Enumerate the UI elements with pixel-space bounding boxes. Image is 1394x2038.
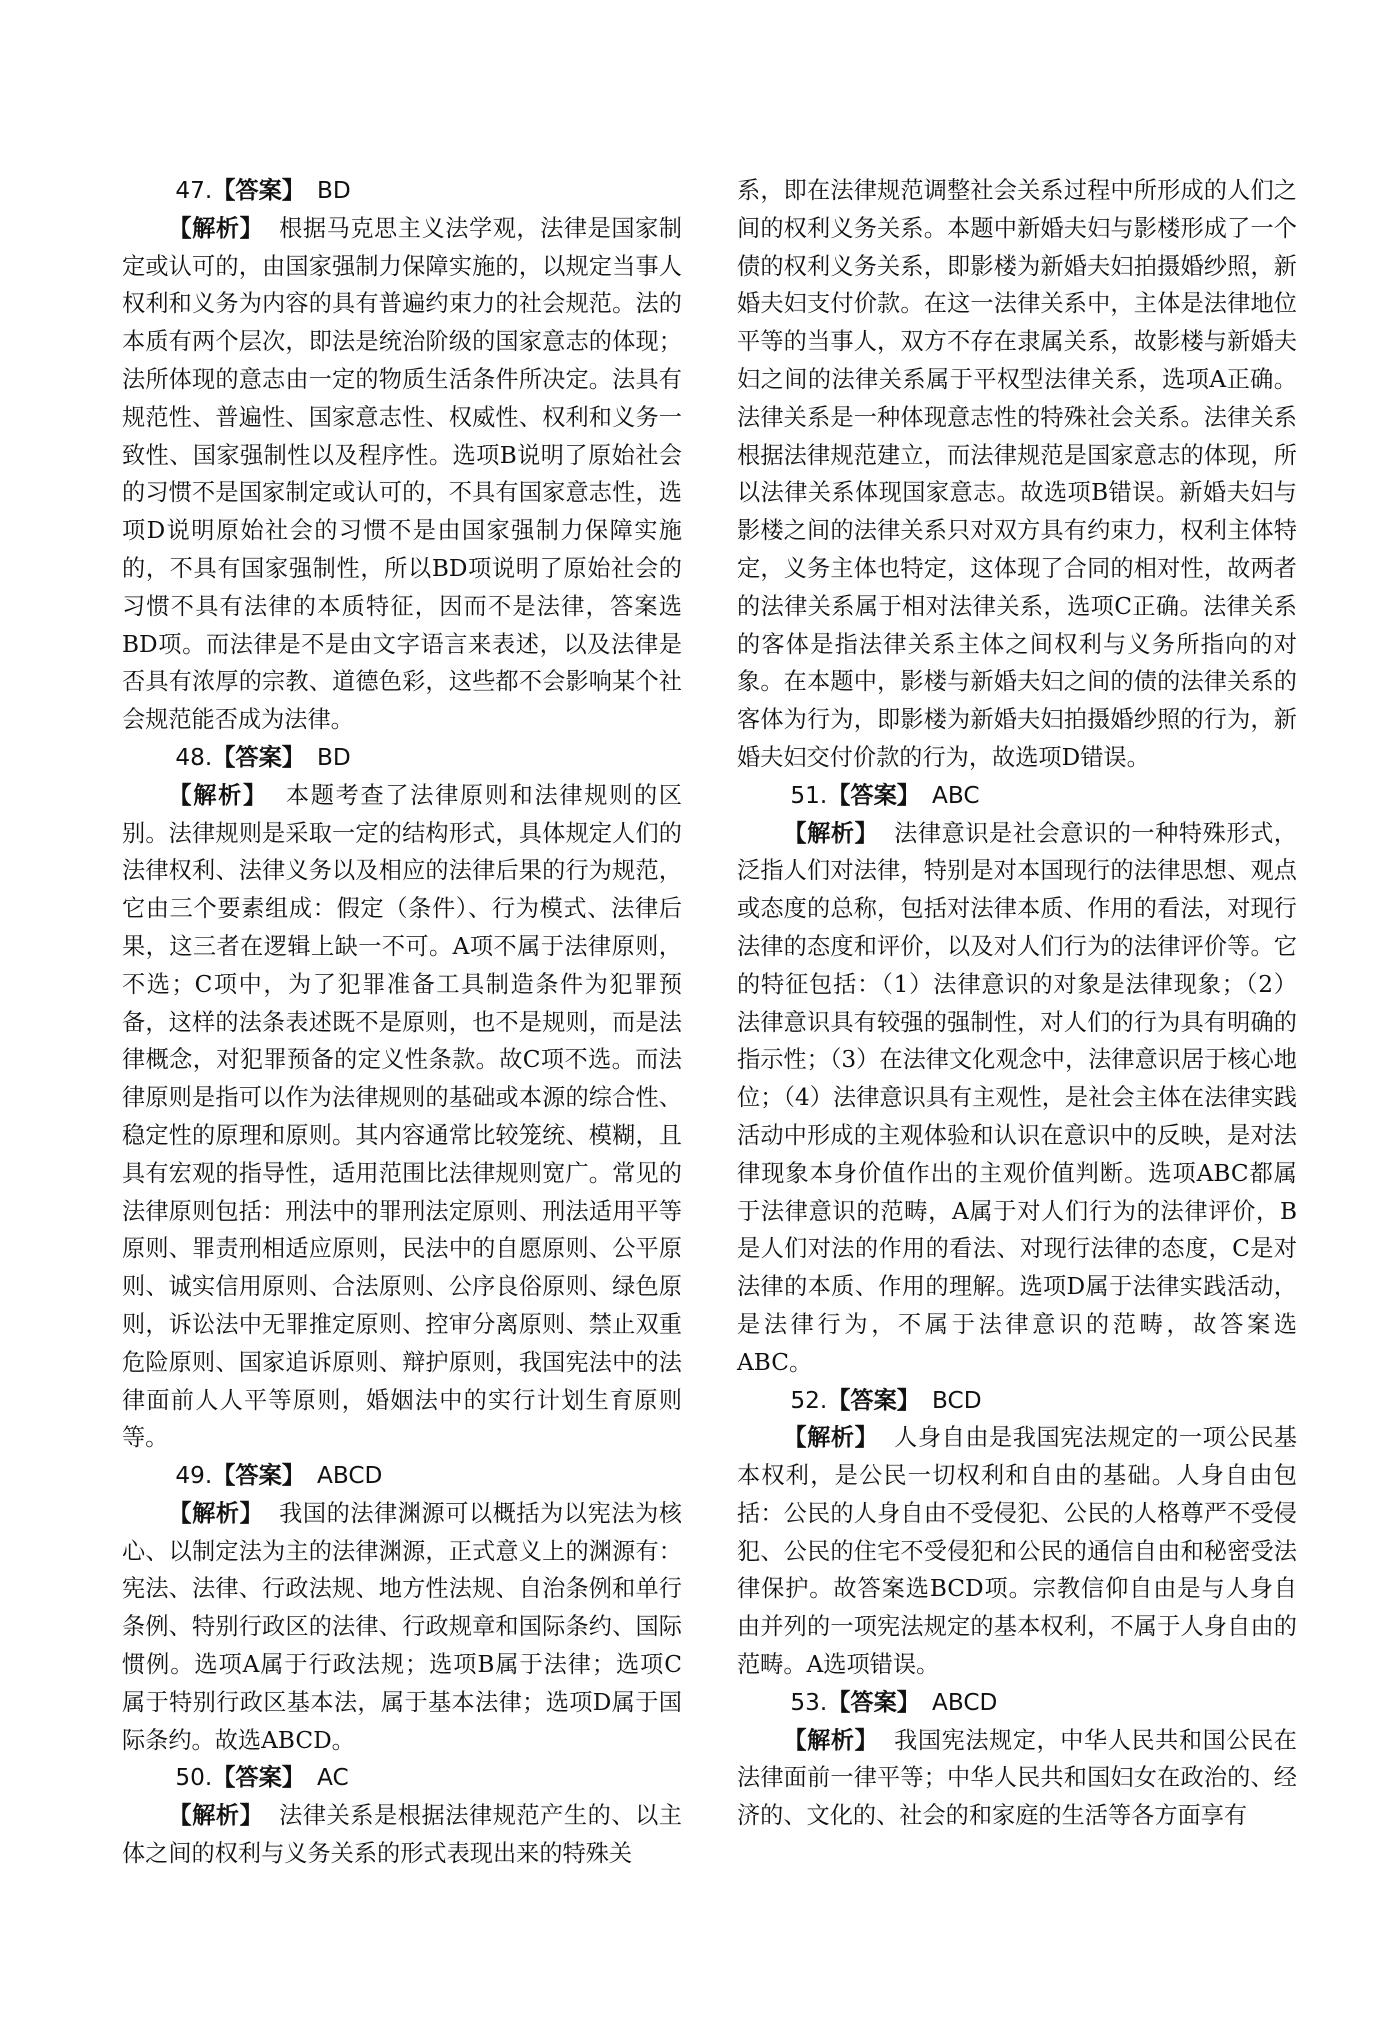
answer-line-50 bbox=[122, 1759, 682, 1797]
analysis-label: 【解析】 bbox=[168, 781, 268, 809]
question-number: 50. bbox=[175, 1764, 213, 1792]
answer-line-51 bbox=[737, 777, 1297, 815]
answer-label: 【答案】 bbox=[212, 1462, 305, 1490]
question-number: 49. bbox=[175, 1462, 213, 1490]
analysis-paragraph-53 bbox=[737, 1722, 1297, 1835]
analysis-paragraph-49 bbox=[122, 1495, 682, 1760]
analysis-paragraph-48 bbox=[122, 777, 682, 1457]
analysis-paragraph-51 bbox=[737, 815, 1297, 1382]
analysis-label: 【解析】 bbox=[783, 819, 879, 847]
answer-value: ABCD bbox=[932, 1688, 998, 1716]
answer-value: ABC bbox=[932, 781, 980, 809]
analysis-text: 法律关系是根据法律规范产生的、以主体之间的权利与义务关系的形式表现出来的特殊关 bbox=[122, 1802, 682, 1868]
analysis-paragraph-50 bbox=[122, 1797, 682, 1873]
question-number: 52. bbox=[790, 1386, 828, 1414]
analysis-label: 【解析】 bbox=[168, 1802, 264, 1830]
analysis-paragraph-47 bbox=[122, 210, 682, 739]
analysis-text: 人身自由是我国宪法规定的一项公民基本权利，是公民一切权利和自由的基础。人身自由包括：公民的人身自由不受侵犯、公民的人格尊严不受侵犯、公民的住宅不受侵犯和公民的通信自由和秘密受法律保护。故答案选BCD项。宗教信仰自由是与人身自由并列的一项宪法规定的基本权利，不属于人身自由的范畴。A选项错误。 bbox=[737, 1424, 1297, 1679]
answer-line-52 bbox=[737, 1382, 1297, 1420]
answer-label: 【答案】 bbox=[827, 1688, 920, 1716]
analysis-label: 【解析】 bbox=[168, 214, 264, 242]
analysis-text: 我国宪法规定，中华人民共和国公民在法律面前一律平等；中华人民共和国妇女在政治的、经济的、文化的、社会的和家庭的生活等各方面享有 bbox=[737, 1726, 1297, 1830]
question-number: 48. bbox=[175, 743, 213, 771]
question-number: 51. bbox=[790, 781, 828, 809]
answer-line-53 bbox=[737, 1684, 1297, 1722]
analysis-text: 本题考查了法律原则和法律规则的区别。法律规则是采取一定的结构形式，具体规定人们的法律权利、法律义务以及相应的法律后果的行为规范，它由三个要素组成：假定（条件）、行为模式、法律后果，这三者在逻辑上缺一不可。A项不属于法律原则，不选；C项中，为了犯罪准备工具制造条件为犯罪预备，这样的法条表述既不是原则，也不是规则，而是法律概念，对犯罪预备的定义性条款。故C项不选。而法律原则是指可以作为法律规则的基础或本源的综合性、稳定性的原理和原则。其内容通常比较笼统、模糊，且具有宏观的指导性，适用范围比法律规则宽广。常见的法律原则包括：刑法中的罪刑法定原则、刑法适用平等原则、罪责刑相适应原则，民法中的自愿原则、公平原则、诚实信用原则、合法原则、公序良俗原则、绿色原则，诉讼法中无罪推定原则、控审分离原则、禁止双重危险原则、国家追诉原则、辩护原则，我国宪法中的法律面前人人平等原则，婚姻法中的实行计划生育原则等。 bbox=[122, 781, 682, 1452]
analysis-text: 法律意识是社会意识的一种特殊形式，泛指人们对法律，特别是对本国现行的法律思想、观点或态度的总称，包括对法律本质、作用的看法，对现行法律的态度和评价，以及对人们行为的法律评价等。它的特征包括：（1）法律意识的对象是法律现象；（2）法律意识具有较强的强制性，对人们的行为具有明确的指示性；（3）在法律文化观念中，法律意识居于核心地位；（4）法律意识具有主观性，是社会主体在法律实践活动中形成的主观体验和认识在意识中的反映，是对法律现象本身价值作出的主观价值判断。选项ABC都属于法律意识的范畴，A属于对人们行为的法律评价，B是人们对法的作用的看法、对现行法律的态度，C是对法律的本质、作用的理解。选项D属于法律实践活动，是法律行为，不属于法律意识的范畴，故答案选ABC。 bbox=[737, 819, 1297, 1376]
left-column bbox=[122, 172, 682, 1873]
answer-line-49 bbox=[122, 1457, 682, 1495]
analysis-text: 我国的法律渊源可以概括为以宪法为核心、以制定法为主的法律渊源，正式意义上的渊源有：宪法、法律、行政法规、地方性法规、自治条例和单行条例、特别行政区的法律、行政规章和国际条约、国际惯例。选项A属于行政法规；选项B属于法律；选项C属于特别行政区基本法，属于基本法律；选项D属于国际条约。故选ABCD。 bbox=[122, 1499, 682, 1754]
answer-label: 【答案】 bbox=[212, 743, 305, 771]
answer-line-48 bbox=[122, 739, 682, 777]
answer-label: 【答案】 bbox=[212, 177, 305, 204]
analysis-label: 【解析】 bbox=[168, 1499, 264, 1527]
answer-label: 【答案】 bbox=[212, 1764, 305, 1792]
analysis-label: 【解析】 bbox=[783, 1726, 879, 1754]
question-number: 47. bbox=[175, 177, 213, 204]
question-number: 53. bbox=[790, 1688, 828, 1716]
answer-value: BCD bbox=[932, 1386, 982, 1414]
answer-value: BD bbox=[317, 743, 351, 771]
right-column bbox=[737, 172, 1297, 1835]
analysis-paragraph-52 bbox=[737, 1419, 1297, 1684]
continuation-paragraph-50: 系，即在法律规范调整社会关系过程中所形成的人们之间的权利义务关系。本题中新婚夫妇与影楼形成了一个债的权利义务关系，即影楼为新婚夫妇拍摄婚纱照，新婚夫妇支付价款。在这一法律关系中，主体是法律地位平等的当事人，双方不存在隶属关系，故影楼与新婚夫妇之间的法律关系属于平权型法律关系，选项A正确。法律关系是一种体现意志性的特殊社会关系。法律关系根据法律规范建立，而法律规范是国家意志的体现，所以法律关系体现国家意志。故选项B错误。新婚夫妇与影楼之间的法律关系只对双方具有约束力，权利主体特定，义务主体也特定，这体现了合同的相对性，故两者的法律关系属于相对法律关系，选项C正确。法律关系的客体是指法律关系主体之间权利与义务所指向的对象。在本题中，影楼与新婚夫妇之间的债的法律关系的客体为行为，即影楼为新婚夫妇拍摄婚纱照的行为，新婚夫妇交付价款的行为，故选项D错误。 bbox=[737, 177, 1297, 771]
answer-line-47 bbox=[122, 172, 682, 210]
answer-label: 【答案】 bbox=[827, 1386, 920, 1414]
analysis-text: 根据马克思主义法学观，法律是国家制定或认可的，由国家强制力保障实施的，以规定当事人权利和义务为内容的具有普遍约束力的社会规范。法的本质有两个层次，即法是统治阶级的国家意志的体现；法所体现的意志由一定的物质生活条件所决定。法具有规范性、普遍性、国家意志性、权威性、权利和义务一致性、国家强制性以及程序性。选项B说明了原始社会的习惯不是国家制定或认可的，不具有国家意志性，选项D说明原始社会的习惯不是由国家强制力保障实施的，不具有国家强制性，所以BD项说明了原始社会的习惯不具有法律的本质特征，因而不是法律，答案选BD项。而法律是不是由文字语言来表述，以及法律是否具有浓厚的宗教、道德色彩，这些都不会影响某个社会规范能否成为法律。 bbox=[122, 214, 682, 734]
answer-value: ABCD bbox=[317, 1462, 383, 1490]
analysis-label: 【解析】 bbox=[783, 1424, 879, 1452]
answer-label: 【答案】 bbox=[827, 781, 920, 809]
answer-value: BD bbox=[317, 177, 351, 204]
answer-value: AC bbox=[317, 1764, 349, 1792]
